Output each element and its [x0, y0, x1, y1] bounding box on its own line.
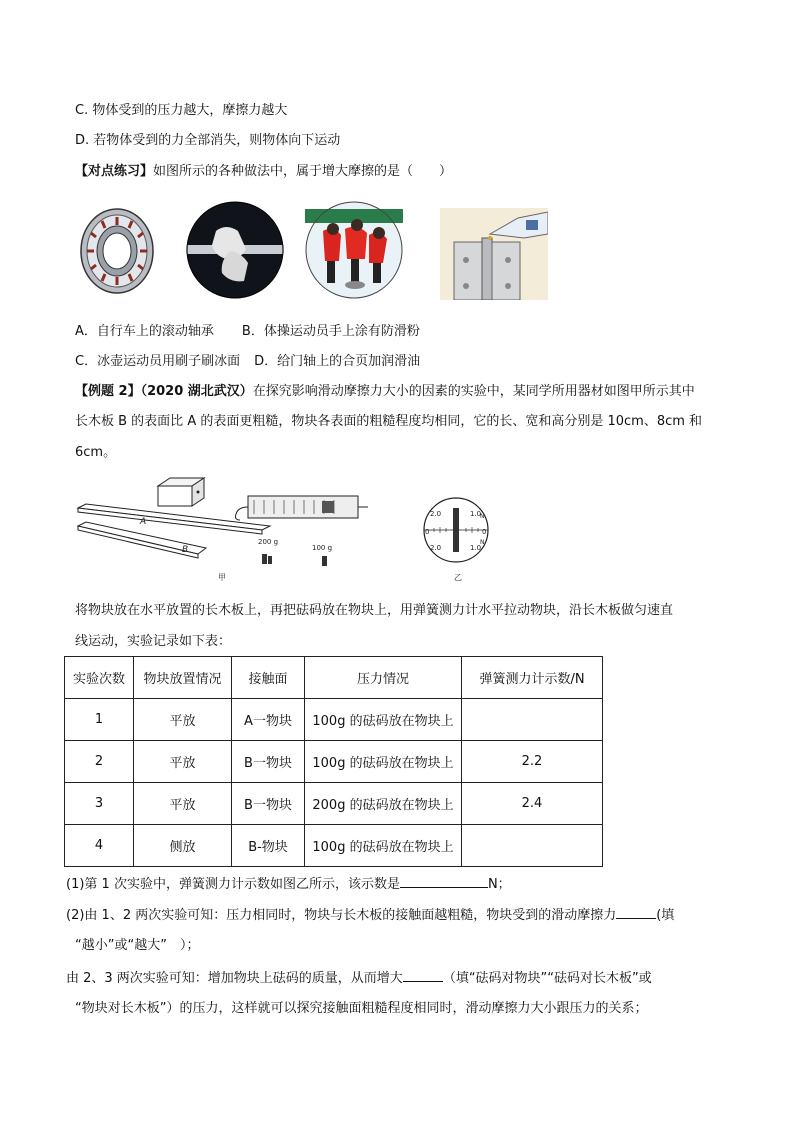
practice-option-d: D．给门轴上的合页加润滑油 — [254, 354, 421, 369]
figure-yi-label: 乙 — [454, 573, 462, 582]
table-header-cell: 物块放置情况 — [134, 657, 232, 699]
table-header-cell: 压力情况 — [305, 657, 462, 699]
dial-zero-right: 0 — [482, 528, 487, 536]
example2-text1: 在探究影响滑动摩擦力大小的因素的实验中，某同学所用器材如图甲所示其中 — [252, 384, 695, 399]
question-1-text: (1)第 1 次实验中，弹簧测力计示数如图乙所示，该示数是 — [66, 877, 400, 892]
option-d: D. 若物体受到的力全部消失，则物体向下运动 — [75, 133, 341, 148]
table-cell: 4 — [65, 825, 134, 867]
gymnast-hands-image — [186, 201, 284, 299]
dial-label-bottom-right: 1.0 — [470, 544, 482, 552]
table-cell: 2.4 — [462, 783, 603, 825]
table-cell: 3 — [65, 783, 134, 825]
practice-stem: 如图所示的各种做法中，属于增大摩擦的是（ ） — [153, 164, 453, 179]
dial-label-top-right: 1.0 — [470, 510, 482, 518]
board-b-label: B — [182, 545, 189, 555]
practice-option-c: C．冰壶运动员用刷子刷冰面 — [75, 354, 241, 369]
question-2-line2: “越小”或“越大” ）； — [75, 938, 200, 953]
question-2-tail: (填 — [656, 908, 675, 923]
spring-scale-dial-yi — [420, 494, 500, 586]
weight-100-label: 100 g — [312, 544, 333, 552]
procedure-line1: 将物块放在水平放置的长木板上，再把砝码放在物块上，用弹簧测力计水平拉动物块，沿长木板做匀速直 — [75, 603, 674, 618]
question-3-tail: （填“砝码对物块”“砝码对长木板”或 — [442, 971, 652, 986]
experiment-table — [64, 656, 603, 867]
example2-line3: 6cm。 — [75, 445, 117, 460]
dial-unit-bottom: N — [480, 539, 485, 546]
table-cell — [462, 825, 603, 867]
question-2 — [66, 904, 674, 926]
question-1 — [66, 873, 511, 895]
dial-label-bottom-left: 2.0 — [430, 544, 442, 552]
question-1-tail: N； — [487, 877, 511, 892]
weight-200-label: 200 g — [258, 538, 279, 546]
apparatus-figure-jia — [72, 474, 372, 584]
table-cell: B一物块 — [232, 783, 305, 825]
dial-zero-left: 0 — [425, 528, 430, 536]
table-cell: 平放 — [134, 699, 232, 741]
practice-options-cd — [75, 352, 420, 372]
option-c: C. 物体受到的压力越大，摩擦力越大 — [75, 103, 288, 118]
question-2-text: (2)由 1、2 两次实验可知：压力相同时，物块与长木板的接触面越粗糙，物块受到的滑动摩擦力 — [66, 908, 617, 923]
table-row — [65, 699, 603, 741]
curling-sweep-image — [305, 201, 403, 299]
table-cell: 1 — [65, 699, 134, 741]
table-header-cell: 弹簧测力计示数/N — [462, 657, 603, 699]
table-cell: 100g 的砝码放在物块上 — [305, 741, 462, 783]
dial-unit-top: N — [480, 513, 485, 520]
table-cell: 2 — [65, 741, 134, 783]
practice-option-a: A．自行车上的滚动轴承 — [75, 324, 214, 339]
example2-tag: 【例题 2】 — [75, 384, 141, 399]
table-header-cell: 接触面 — [232, 657, 305, 699]
practice-option-b: B．体操运动员手上涂有防滑粉 — [241, 324, 420, 339]
table-cell: 2.2 — [462, 741, 603, 783]
roller-bearing-image — [76, 205, 158, 297]
figure-jia-label: 甲 — [218, 573, 226, 582]
answer-blank-2[interactable] — [616, 904, 656, 919]
table-cell: 100g 的砝码放在物块上 — [305, 699, 462, 741]
table-cell: 200g 的砝码放在物块上 — [305, 783, 462, 825]
table-row — [65, 825, 603, 867]
dial-label-top-left: 2.0 — [430, 510, 442, 518]
table-cell: A一物块 — [232, 699, 305, 741]
procedure-line2: 线运动，实验记录如下表： — [75, 634, 232, 649]
answer-blank-3[interactable] — [403, 967, 443, 982]
practice-options-ab — [75, 322, 420, 342]
board-a-label: A — [140, 517, 147, 527]
table-cell: 平放 — [134, 741, 232, 783]
practice-question — [75, 162, 452, 182]
question-3-text: 由 2、3 两次实验可知：增加物块上砝码的质量，从而增大 — [66, 971, 403, 986]
table-row — [65, 741, 603, 783]
table-cell: 侧放 — [134, 825, 232, 867]
answer-blank-1[interactable] — [400, 873, 488, 888]
table-cell — [462, 699, 603, 741]
example2-line2: 长木板 B 的表面比 A 的表面更粗糙，物块各表面的粗糙程度均相同，它的长、宽和高分别是 10cm、8cm 和 — [75, 414, 703, 429]
example2-source: （2020 湖北武汉） — [140, 384, 253, 399]
question-3-line2: “物块对长木板”）的压力，这样就可以探究接触面粗糙程度相同时，滑动摩擦力大小跟压力的关系； — [75, 1001, 648, 1016]
table-header-row — [65, 657, 603, 699]
table-cell: B一物块 — [232, 741, 305, 783]
table-cell: B-物块 — [232, 825, 305, 867]
door-hinge-oil-image — [440, 208, 548, 300]
table-row — [65, 783, 603, 825]
table-cell: 100g 的砝码放在物块上 — [305, 825, 462, 867]
practice-tag: 【对点练习】 — [75, 164, 154, 179]
table-cell: 平放 — [134, 783, 232, 825]
table-header-cell: 实验次数 — [65, 657, 134, 699]
question-3 — [66, 967, 652, 989]
example2-line1 — [75, 382, 695, 402]
